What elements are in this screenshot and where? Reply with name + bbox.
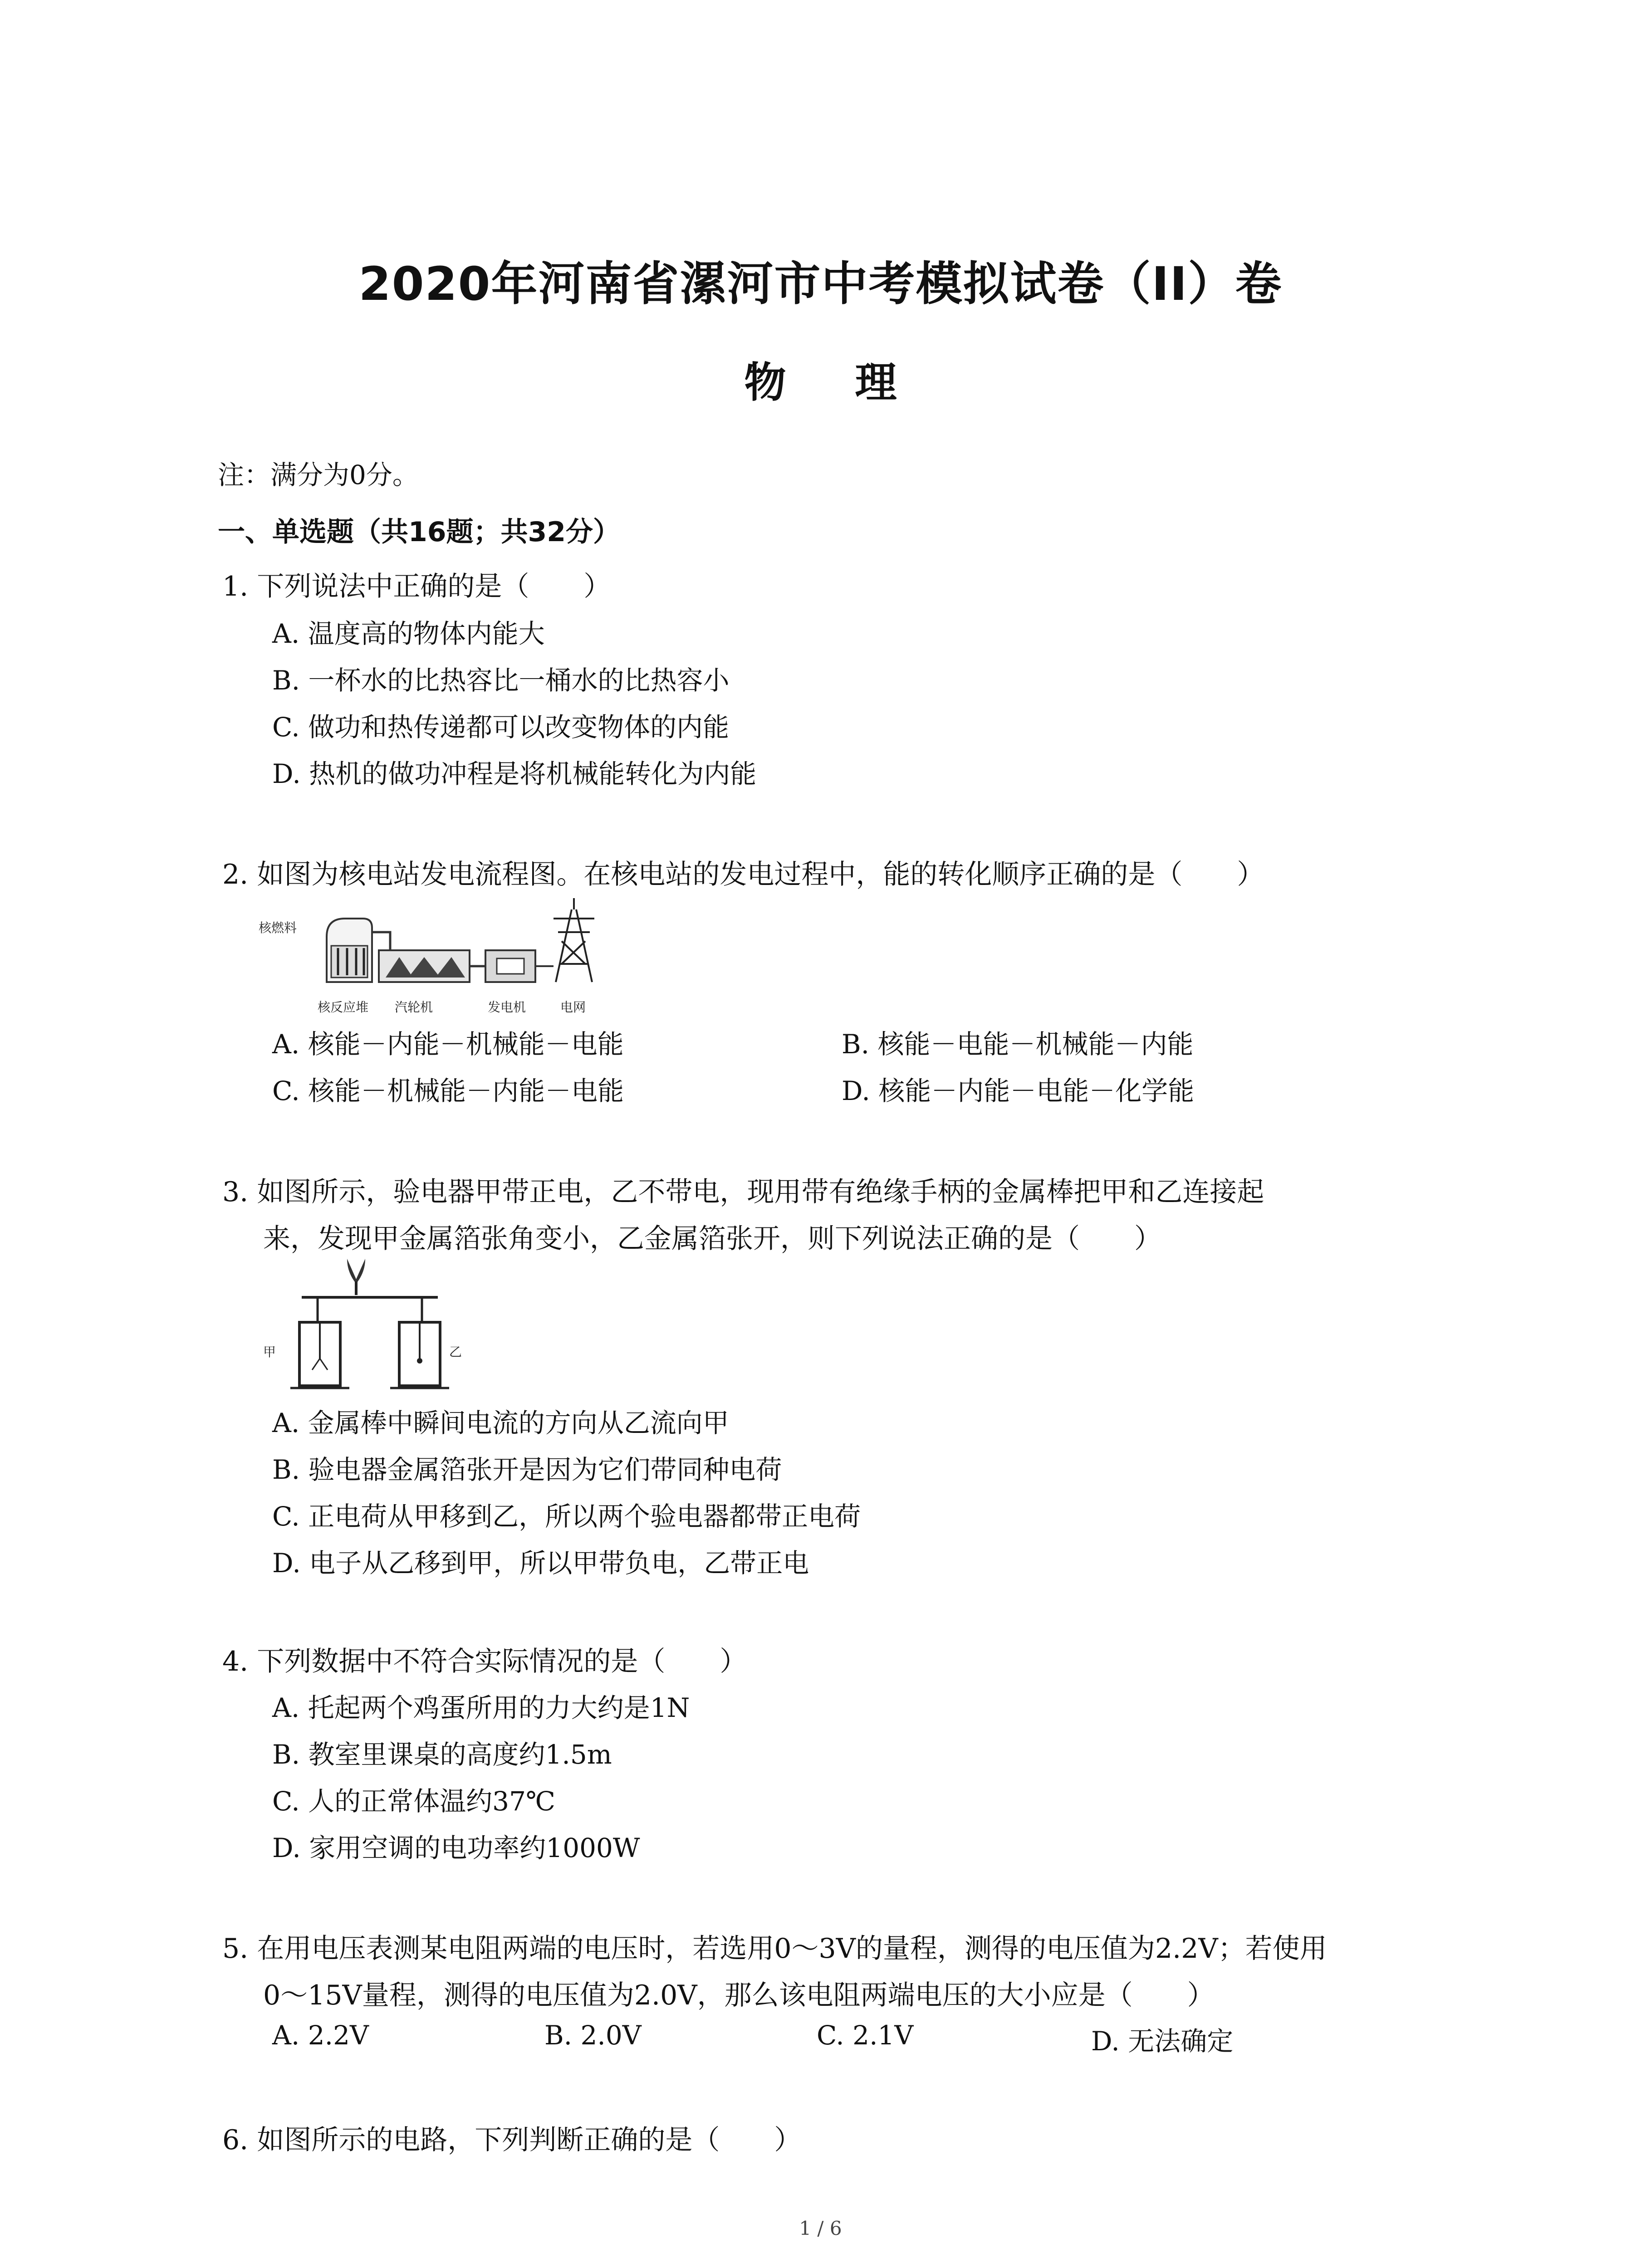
q5-option-d: D. 无法确定 (1091, 2026, 1234, 2057)
question-1-stem: 1. 下列说法中正确的是（ ） (222, 571, 611, 602)
reactor-label: 核反应堆 (318, 1000, 369, 1015)
q4-option-b: B. 教室里课桌的高度约1.5m (272, 1739, 612, 1770)
q2-option-d: D. 核能－内能－电能－化学能 (842, 1075, 1195, 1106)
nuclear-plant-diagram (259, 891, 640, 1023)
q5-option-a: A. 2.2V (272, 2020, 369, 2051)
generator-label: 发电机 (488, 1000, 526, 1015)
q3-option-a: A. 金属棒中瞬间电流的方向从乙流向甲 (272, 1408, 729, 1438)
q5-option-c: C. 2.1V (817, 2020, 914, 2051)
q4-option-a: A. 托起两个鸡蛋所用的力大约是1N (272, 1692, 690, 1723)
question-3-stem-line1: 3. 如图所示，验电器甲带正电，乙不带电，现用带有绝缘手柄的金属棒把甲和乙连接起 (222, 1176, 1264, 1208)
question-3-stem-line2: 来，发现甲金属箔张角变小，乙金属箔张开，则下列说法正确的是（ ） (263, 1223, 1161, 1255)
q3-option-d: D. 电子从乙移到甲，所以甲带负电，乙带正电 (272, 1548, 809, 1579)
grid-label: 电网 (560, 1000, 586, 1015)
page-title: 2020年河南省漯河市中考模拟试卷（II）卷 (358, 257, 1283, 311)
electroscope-yi (390, 1297, 449, 1388)
q3-option-c: C. 正电荷从甲移到乙，所以两个验电器都带正电荷 (272, 1501, 861, 1532)
question-4-stem: 4. 下列数据中不符合实际情况的是（ ） (222, 1646, 747, 1677)
turbine-label: 汽轮机 (395, 1000, 433, 1015)
q2-option-c: C. 核能－机械能－内能－电能 (272, 1075, 624, 1106)
insulated-handle-icon (347, 1259, 365, 1284)
q1-option-d: D. 热机的做功冲程是将机械能转化为内能 (272, 758, 757, 789)
turbine-icon (379, 950, 470, 982)
q1-option-b: B. 一杯水的比热容比一桶水的比热容小 (272, 665, 730, 696)
electroscope-jia (290, 1297, 349, 1388)
q1-option-c: C. 做功和热传递都可以改变物体的内能 (272, 712, 730, 743)
score-note: 注：满分为0分。 (218, 459, 419, 490)
q5-option-b: B. 2.0V (544, 2020, 642, 2051)
q4-option-c: C. 人的正常体温约37℃ (272, 1786, 555, 1817)
fuel-label: 核燃料 (259, 920, 297, 935)
q1-option-a: A. 温度高的物体内能大 (272, 618, 545, 649)
reactor-icon (327, 919, 372, 982)
page-number: 1 / 6 (799, 2217, 842, 2239)
section-heading: 一、单选题（共16题；共32分） (218, 516, 620, 548)
q2-option-a: A. 核能－内能－机械能－电能 (272, 1029, 624, 1060)
question-5-stem-line2: 0～15V量程，测得的电压值为2.0V，那么该电阻两端电压的大小应是（ ） (263, 1980, 1215, 2011)
subject-title: 物 理 (744, 358, 924, 407)
label-yi: 乙 (449, 1344, 462, 1359)
question-5-stem-line1: 5. 在用电压表测某电阻两端的电压时，若选用0～3V的量程，测得的电压值为2.2V；若使用 (222, 1933, 1327, 1965)
q2-option-b: B. 核能－电能－机械能－内能 (842, 1029, 1194, 1060)
q3-option-b: B. 验电器金属箔张开是因为它们带同种电荷 (272, 1454, 782, 1485)
power-tower-icon (554, 898, 594, 982)
generator-icon (485, 950, 535, 982)
q4-option-d: D. 家用空调的电功率约1000W (272, 1833, 640, 1863)
question-2-stem: 2. 如图为核电站发电流程图。在核电站的发电过程中，能的转化顺序正确的是（ ） (222, 859, 1264, 890)
electroscope-diagram (259, 1254, 476, 1399)
question-6-stem: 6. 如图所示的电路，下列判断正确的是（ ） (222, 2124, 802, 2156)
label-jia: 甲 (263, 1344, 276, 1359)
